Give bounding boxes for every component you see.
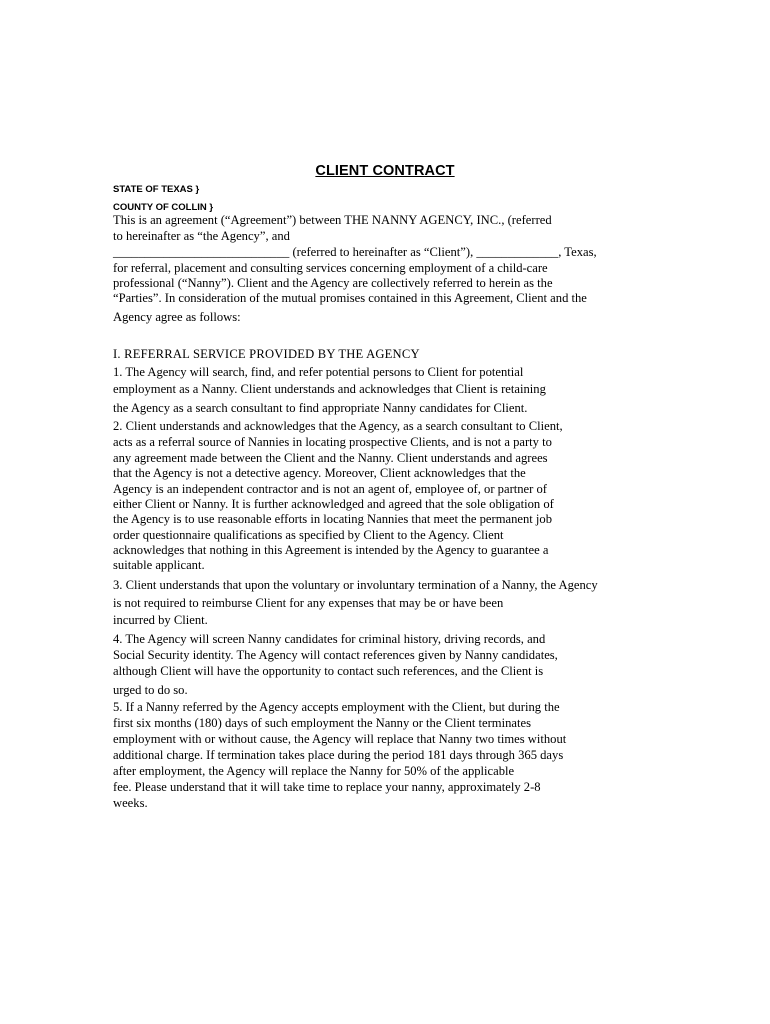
intro-line: This is an agreement (“Agreement”) between THE NANNY AGENCY, INC., (referred — [113, 213, 552, 227]
intro-line: “Parties”. In consideration of the mutual promises contained in this Agreement, Client and the — [113, 291, 587, 305]
intro-line: for referral, placement and consulting services concerning employment of a child-care — [113, 261, 548, 275]
body-line: additional charge. If termination takes place during the period 181 days through 365 days — [113, 748, 564, 762]
body-line: incurred by Client. — [113, 613, 208, 627]
body-line: 5. If a Nanny referred by the Agency accepts employment with the Client, but during the — [113, 700, 560, 714]
county-line: COUNTY OF COLLIN } — [113, 202, 214, 213]
body-line: weeks. — [113, 796, 148, 810]
body-line: Agency is an independent contractor and is not an agent of, employee of, or partner of — [113, 482, 547, 496]
body-line: is not required to reimburse Client for any expenses that may be or have been — [113, 596, 504, 610]
body-line: either Client or Nanny. It is further acknowledged and agreed that the sole obligation of — [113, 497, 554, 511]
intro-line: ____________________________ (referred to hereinafter as “Client”), _____________, Texas, — [113, 245, 597, 259]
body-line: suitable applicant. — [113, 558, 205, 572]
body-line: employment as a Nanny. Client understands and acknowledges that Client is retaining — [113, 382, 546, 396]
body-line: the Agency as a search consultant to find appropriate Nanny candidates for Client. — [113, 401, 528, 415]
body-line: employment with or without cause, the Agency will replace that Nanny two times without — [113, 732, 567, 746]
section-heading: I. REFERRAL SERVICE PROVIDED BY THE AGENCY — [113, 347, 420, 361]
body-line: acknowledges that nothing in this Agreement is intended by the Agency to guarantee a — [113, 543, 549, 557]
body-line: urged to do so. — [113, 683, 188, 697]
body-line: Social Security identity. The Agency will contact references given by Nanny candidates, — [113, 648, 558, 662]
body-line: 4. The Agency will screen Nanny candidates for criminal history, driving records, and — [113, 632, 546, 646]
body-line: 1. The Agency will search, find, and refer potential persons to Client for potential — [113, 365, 524, 379]
body-line: 3. Client understands that upon the voluntary or involuntary termination of a Nanny, the Agency — [113, 578, 598, 592]
body-line: although Client will have the opportunity to contact such references, and the Client is — [113, 664, 544, 678]
body-line: 2. Client understands and acknowledges that the Agency, as a search consultant to Client, — [113, 419, 563, 433]
state-line: STATE OF TEXAS } — [113, 184, 200, 195]
body-line: after employment, the Agency will replace the Nanny for 50% of the applicable — [113, 764, 515, 778]
intro-line: Agency agree as follows: — [113, 310, 241, 324]
body-line: order questionnaire qualifications as specified by Client to the Agency. Client — [113, 528, 504, 542]
document-title: CLIENT CONTRACT — [315, 163, 455, 179]
body-line: any agreement made between the Client and the Nanny. Client understands and agrees — [113, 451, 548, 465]
body-line: the Agency is to use reasonable efforts in locating Nannies that meet the permanent job — [113, 512, 553, 526]
body-line: fee. Please understand that it will take time to replace your nanny, approximately 2-8 — [113, 780, 541, 794]
body-line: that the Agency is not a detective agency. Moreover, Client acknowledges that the — [113, 466, 526, 480]
body-line: acts as a referral source of Nannies in locating prospective Clients, and is not a party to — [113, 435, 552, 449]
intro-line: professional (“Nanny”). Client and the Agency are collectively referred to herein as the — [113, 276, 553, 290]
intro-line: to hereinafter as “the Agency”, and — [113, 229, 290, 243]
body-line: first six months (180) days of such employment the Nanny or the Client terminates — [113, 716, 531, 730]
